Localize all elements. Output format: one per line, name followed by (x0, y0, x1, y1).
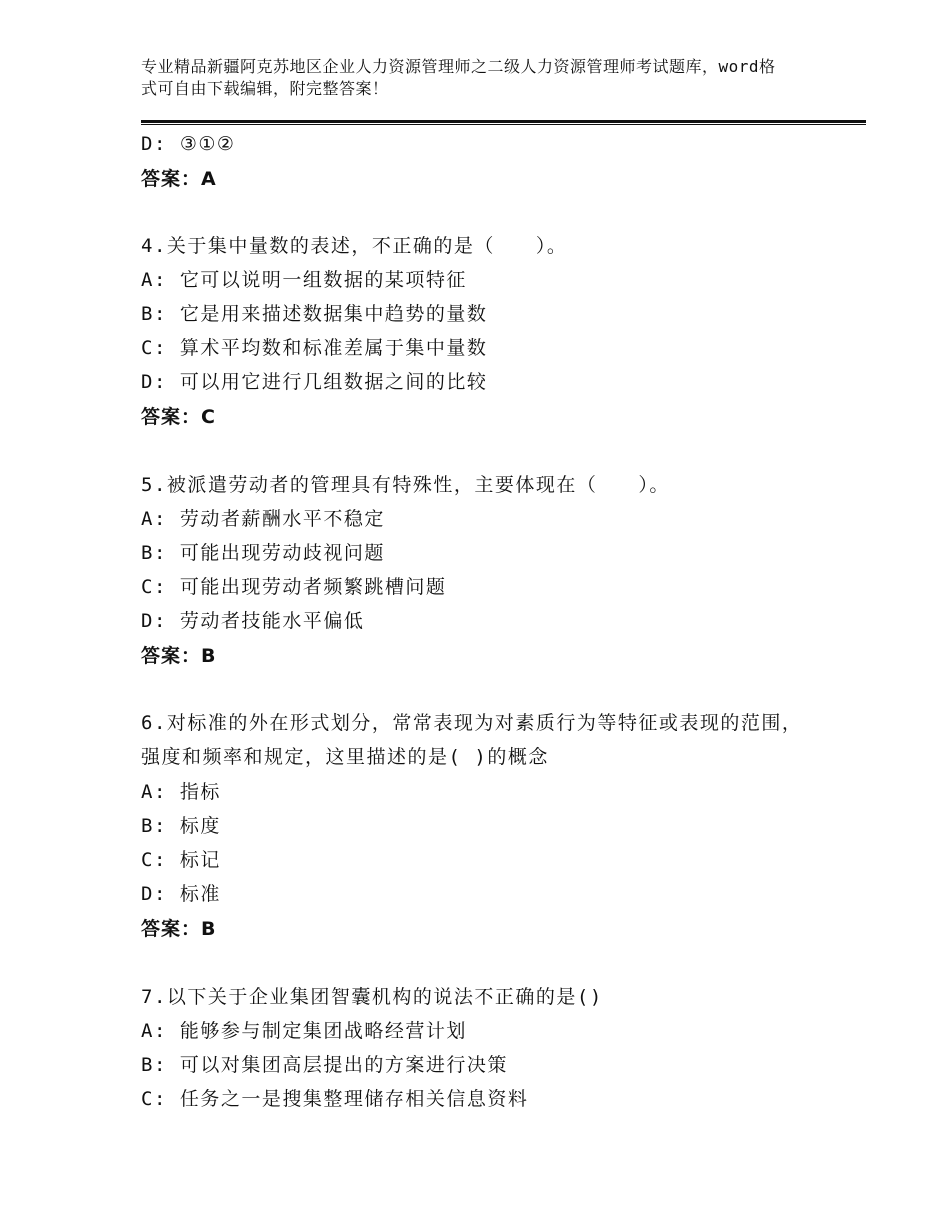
q7-option-b: B: 可以对集团高层提出的方案进行决策 (141, 1054, 508, 1076)
q6-option-d: D: 标准 (141, 883, 221, 905)
q6-option-b: B: 标度 (141, 815, 221, 837)
q6-stem: 6.对标准的外在形式划分，常常表现为对素质行为等特征或表现的范围，强度和频率和规定，这里描述的是( )的概念 (141, 712, 803, 768)
q6-option-c: C: 标记 (141, 849, 221, 871)
q7-option-c: C: 任务之一是搜集整理储存相关信息资料 (141, 1088, 529, 1110)
q5-option-d: D: 劳动者技能水平偏低 (141, 610, 365, 632)
q6-option-a: A: 指标 (141, 781, 221, 803)
q5-option-a: A: 劳动者薪酬水平不稳定 (141, 508, 385, 530)
q4-option-d: D: 可以用它进行几组数据之间的比较 (141, 371, 488, 393)
q4-option-a: A: 它可以说明一组数据的某项特征 (141, 269, 467, 291)
q7-option-a: A: 能够参与制定集团战略经营计划 (141, 1020, 467, 1042)
q3-option-d: D: ③①② (141, 133, 236, 155)
q5-answer: 答案：B (141, 645, 217, 667)
q4-answer: 答案：C (141, 406, 216, 428)
q4-stem: 4.关于集中量数的表述，不正确的是（ ）。 (141, 235, 568, 257)
q5-option-b: B: 可能出现劳动歧视问题 (141, 542, 385, 564)
header-divider (141, 120, 866, 125)
q6-answer: 答案：B (141, 918, 217, 940)
document-header: 专业精品新疆阿克苏地区企业人力资源管理师之二级人力资源管理师考试题库，word格式可自由下载编辑，附完整答案！ (141, 57, 776, 98)
q5-stem: 5.被派遣劳动者的管理具有特殊性，主要体现在（ ）。 (141, 474, 670, 496)
q4-option-c: C: 算术平均数和标准差属于集中量数 (141, 337, 488, 359)
q7-stem: 7.以下关于企业集团智囊机构的说法不正确的是() (141, 986, 603, 1008)
q5-option-c: C: 可能出现劳动者频繁跳槽问题 (141, 576, 447, 598)
q3-answer: 答案：A (141, 168, 217, 190)
q4-option-b: B: 它是用来描述数据集中趋势的量数 (141, 303, 488, 325)
